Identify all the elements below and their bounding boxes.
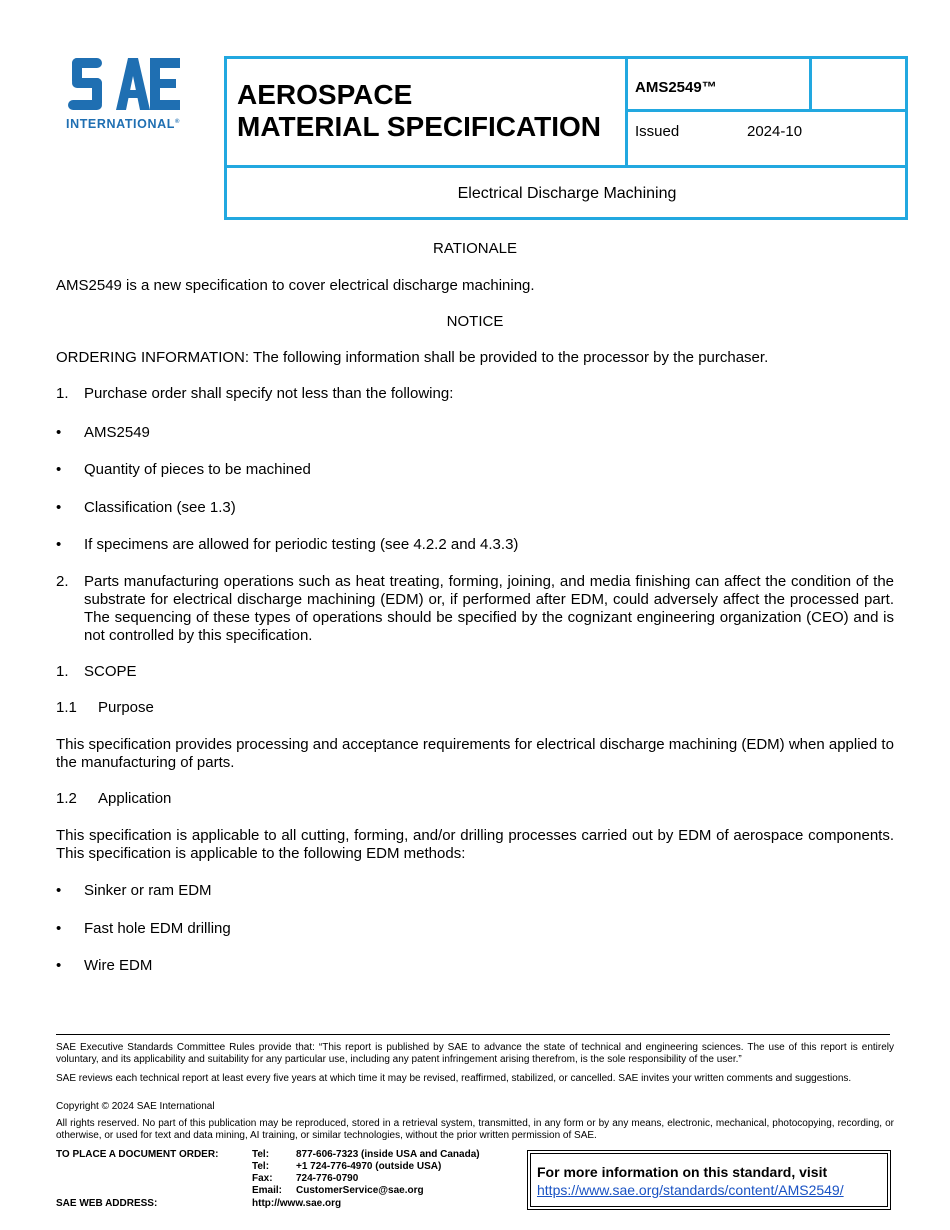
list-item: Parts manufacturing operations such as heat treating, forming, joining, and media finishing can affect the condition of the substrate for electrical discharge machining (EDM) or, if performed after EDM, could adversely affect the processed part. The sequencing of these types of operations should be specified by the cognizant engineering organization (CEO) and is not controlled by this specification. <box>84 573 894 644</box>
logo-subtitle: INTERNATIONAL® <box>66 117 180 131</box>
notice-heading: NOTICE <box>446 313 504 330</box>
application-text: This specification is applicable to all cutting, forming, and/or drilling processes carried out by EDM of aerospace components. This specification is applicable to the following EDM methods: <box>56 827 894 862</box>
rationale-heading: RATIONALE <box>433 240 517 257</box>
footer-rules-text: SAE Executive Standards Committee Rules provide that: “This report is published by SAE to advance the state of technical and engineering sciences. The use of this report is entirely voluntary, and its applicability and suitability for any particular use, including any patent infringement arising therefrom, is the sole responsibility of the user.” <box>56 1042 894 1065</box>
sae-logo-mark-icon <box>66 54 184 114</box>
footer-copyright: Copyright © 2024 SAE International <box>56 1101 215 1112</box>
document-type: AEROSPACE MATERIAL SPECIFICATION <box>237 79 601 142</box>
list-item: Fast hole EDM drilling <box>84 920 231 937</box>
list-item: Sinker or ram EDM <box>84 882 212 899</box>
list-number: 2. <box>56 573 69 590</box>
bullet-icon: • <box>56 882 62 899</box>
contact-value: 877-606-7323 (inside USA and Canada) <box>296 1149 480 1160</box>
document-number: AMS2549™ <box>635 79 717 96</box>
more-info-text: For more information on this standard, visit <box>537 1164 828 1180</box>
document-header-box <box>224 56 908 220</box>
list-number: 1. <box>56 385 69 402</box>
bullet-icon: • <box>56 499 62 516</box>
section-number: 1.1 <box>56 699 77 716</box>
bullet-icon: • <box>56 536 62 553</box>
section-number: 1.2 <box>56 790 77 807</box>
bullet-icon: • <box>56 957 62 974</box>
web-address-label: SAE WEB ADDRESS: <box>56 1198 158 1209</box>
contact-label: Tel: <box>252 1161 270 1172</box>
contact-email[interactable]: CustomerService@sae.org <box>296 1185 424 1196</box>
more-info-box <box>527 1150 891 1210</box>
list-item: Purchase order shall specify not less than the following: <box>84 385 454 402</box>
issued-label: Issued <box>635 123 680 140</box>
order-label: TO PLACE A DOCUMENT ORDER: <box>56 1149 219 1160</box>
rationale-text: AMS2549 is a new specification to cover electrical discharge machining. <box>56 277 535 294</box>
section-heading-purpose: Purpose <box>98 699 154 716</box>
standard-link[interactable]: https://www.sae.org/standards/content/AMS2549/ <box>537 1182 844 1198</box>
section-number: 1. <box>56 663 69 680</box>
contact-label: Tel: <box>252 1149 270 1160</box>
contact-value: 724-776-0790 <box>296 1173 359 1184</box>
footer-rights-text: All rights reserved. No part of this publication may be reproduced, stored in a retrieval system, transmitted, in any form or by any means, electronic, mechanical, photocopying, recording, or otherwise, or used for text and data mining, AI training, or similar technologies, without the prior written permission of SAE. <box>56 1118 894 1141</box>
list-item: Quantity of pieces to be machined <box>84 461 311 478</box>
ordering-information: ORDERING INFORMATION: The following information shall be provided to the processor by the purchaser. <box>56 349 769 366</box>
footer-review-text: SAE reviews each technical report at least every five years at which time it may be revised, reaffirmed, stabilized, or cancelled. SAE invites your written comments and suggestions. <box>56 1073 852 1084</box>
issued-date: 2024-10 <box>747 123 803 140</box>
contact-value: +1 724-776-4970 (outside USA) <box>296 1161 442 1172</box>
bullet-icon: • <box>56 920 62 937</box>
list-item: Classification (see 1.3) <box>84 499 236 516</box>
document-title: Electrical Discharge Machining <box>457 185 677 202</box>
list-item: Wire EDM <box>84 957 153 974</box>
contact-label: Fax: <box>252 1173 273 1184</box>
list-item: If specimens are allowed for periodic testing (see 4.2.2 and 4.3.3) <box>84 536 519 553</box>
footer-divider <box>56 1034 890 1035</box>
list-item: AMS2549 <box>84 424 150 441</box>
section-heading-scope: SCOPE <box>84 663 137 680</box>
web-address-link[interactable]: http://www.sae.org <box>252 1198 342 1209</box>
bullet-icon: • <box>56 424 62 441</box>
purpose-text: This specification provides processing and acceptance requirements for electrical discharge machining (EDM) when applied to the manufacturing of parts. <box>56 736 894 771</box>
section-heading-application: Application <box>98 790 172 807</box>
sae-logo <box>66 54 191 134</box>
bullet-icon: • <box>56 461 62 478</box>
contact-label: Email: <box>252 1185 283 1196</box>
